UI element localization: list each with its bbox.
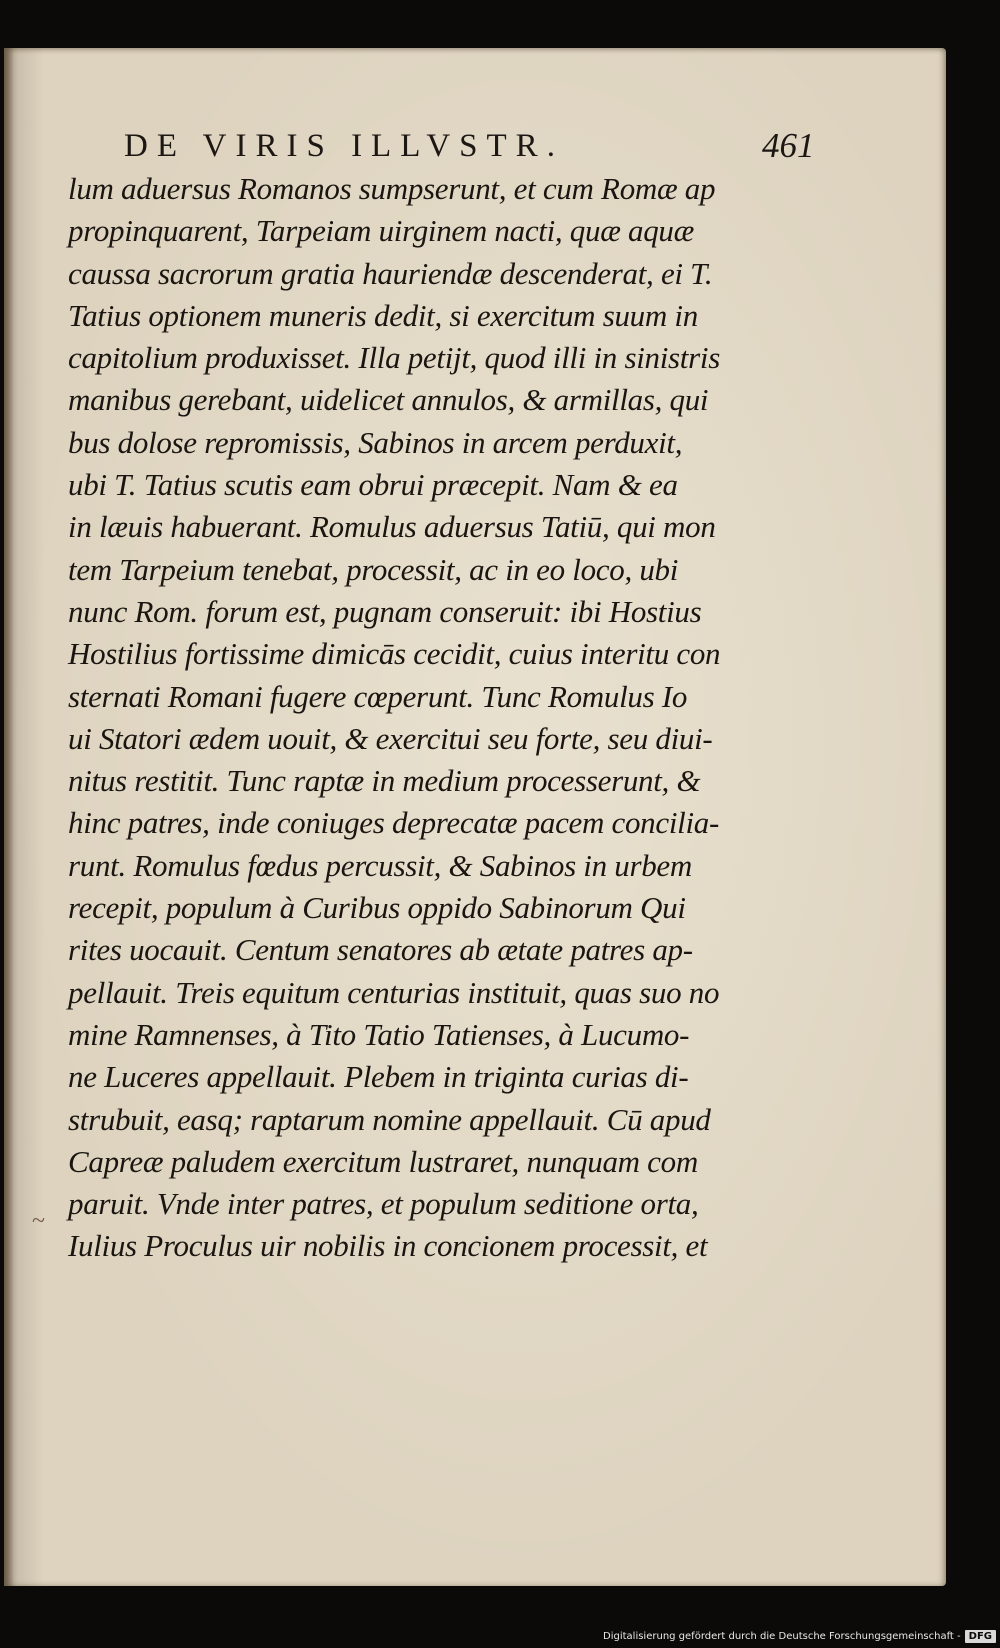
text-line: pellauit. Treis equitum centurias instituit, quas suo no [68, 974, 720, 1010]
text-line: Tatius optionem muneris dedit, si exercitum suum in [68, 297, 698, 333]
digitization-footer [603, 1624, 1000, 1648]
text-line: hinc patres, inde coniuges deprecatæ pacem concilia- [68, 805, 720, 841]
dfg-logo: DFG [965, 1630, 996, 1643]
text-line: ui Statori ædem uouit, & exercitui seu forte, seu diui- [68, 720, 713, 756]
funding-note: Digitalisierung gefördert durch die Deutsche Forschungsgemeinschaft - [603, 1630, 961, 1642]
text-line: ubi T. Tatius scutis eam obrui præcepit. Nam & ea [68, 467, 678, 503]
text-line: capitolium produxisset. Illa petijt, quod illi in sinistris [68, 340, 720, 376]
text-line: mine Ramnenses, à Tito Tatio Tatienses, à Lucumo- [68, 1016, 690, 1052]
page-number: 461 [762, 126, 815, 165]
text-line: in læuis habuerant. Romulus aduersus Tatiū, qui mon [68, 509, 716, 545]
text-line: Hostilius fortissime dimicās cecidit, cuius interitu con [68, 636, 721, 672]
text-line: paruit. Vnde inter patres, et populum seditione orta, [68, 1186, 699, 1222]
book-page [4, 48, 946, 1586]
text-line: recepit, populum à Curibus oppido Sabinorum Qui [68, 890, 686, 926]
text-line: sternati Romani fugere cœperunt. Tunc Romulus Io [68, 678, 688, 714]
text-line: caussa sacrorum gratia hauriendæ descenderat, ei T. [68, 255, 713, 291]
text-line: nitus restitit. Tunc raptæ in medium processerunt, & [68, 763, 701, 799]
text-line: Capreæ paludem exercitum lustraret, nunquam com [68, 1143, 698, 1179]
text-line: manibus gerebant, uidelicet annulos, & armillas, qui [68, 382, 709, 418]
text-line: ne Luceres appellauit. Plebem in triginta curias di- [68, 1059, 689, 1095]
text-line: propinquarent, Tarpeiam uirginem nacti, quæ aquæ [68, 213, 695, 249]
text-line: bus dolose repromissis, Sabinos in arcem perduxit, [68, 424, 683, 460]
text-line: tem Tarpeium tenebat, processit, ac in eo loco, ubi [68, 551, 679, 587]
text-line: strubuit, easq; raptarum nomine appellauit. Cū apud [68, 1101, 711, 1137]
page-gutter-shadow [4, 48, 14, 1586]
text-line: nunc Rom. forum est, pugnam conseruit: ibi Hostius [68, 593, 702, 629]
text-line: rites uocauit. Centum senatores ab ætate patres ap- [68, 932, 693, 968]
marginal-mark: ~ [32, 1208, 45, 1234]
running-head: DE VIRIS ILLVSTR. [124, 128, 564, 164]
text-block [68, 168, 768, 1268]
text-line: Iulius Proculus uir nobilis in concionem processit, et [68, 1228, 708, 1264]
text-line: lum aduersus Romanos sumpserunt, et cum Romæ ap [68, 171, 716, 206]
text-line: runt. Romulus fœdus percussit, & Sabinos in urbem [68, 847, 692, 883]
